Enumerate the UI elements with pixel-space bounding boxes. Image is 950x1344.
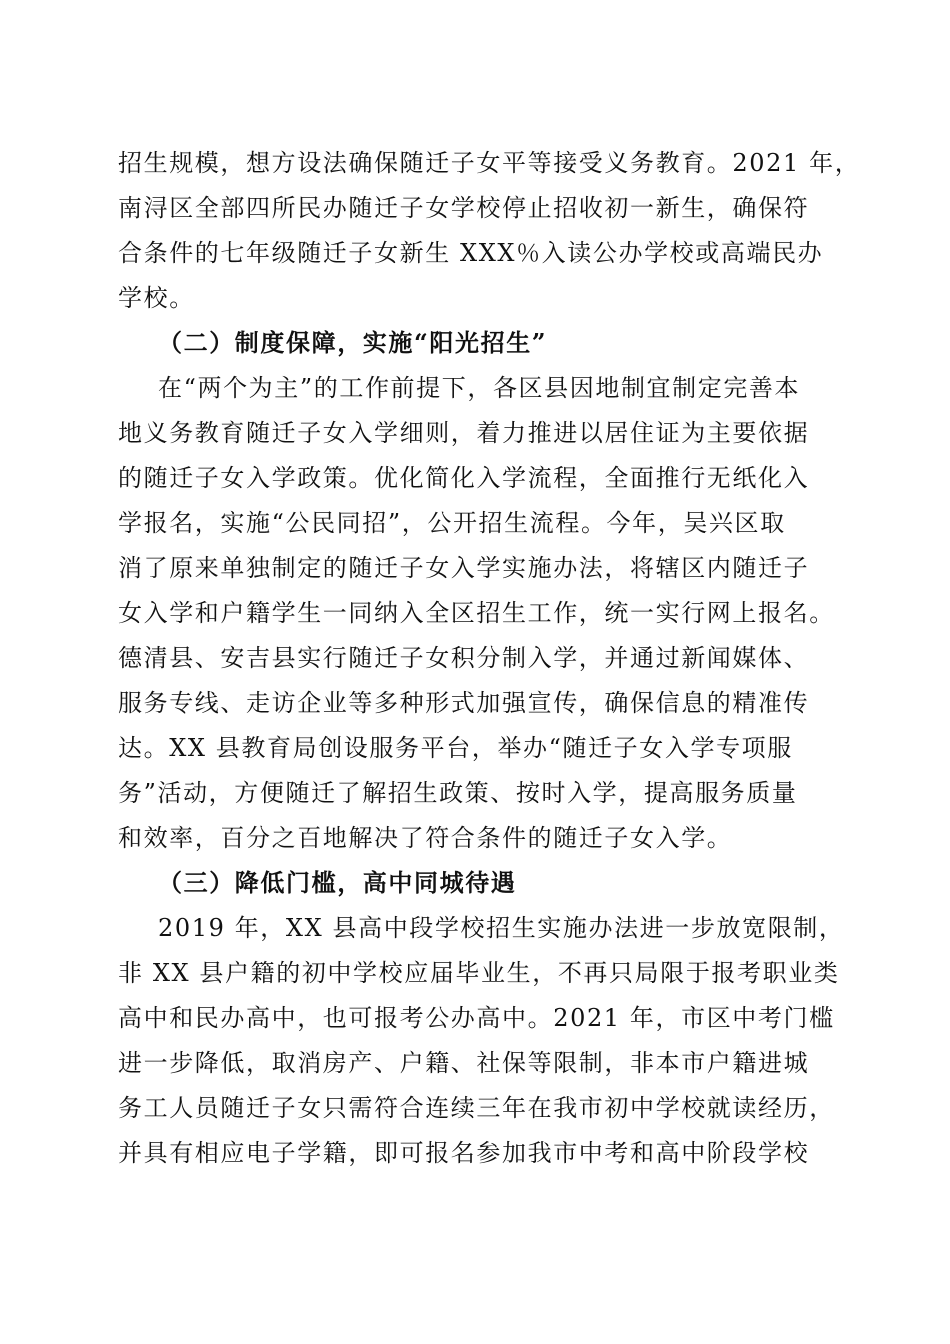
body-text-line: 在“两个为主”的工作前提下，各区县因地制宜制定完善本 [158,374,801,402]
body-text-line: 务工人员随迁子女只需符合连续三年在我市初中学校就读经历， [118,1094,835,1122]
body-text-line: 2019 年，XX 县高中段学校招生实施办法进一步放宽限制， [158,914,845,942]
body-text-line: 的随迁子女入学政策。优化简化入学流程，全面推行无纸化入 [118,464,810,492]
body-text-line: 和效率，百分之百地解决了符合条件的随迁子女入学。 [118,824,733,852]
body-text-line: 务”活动，方便随迁了解招生政策、按时入学，提高服务质量 [118,779,798,807]
body-text-line: 南浔区全部四所民办随迁子女学校停止招收初一新生，确保符 [118,194,810,222]
body-text-line: 非 XX 县户籍的初中学校应届毕业生，不再只局限于报考职业类 [118,959,840,987]
body-text-line: 德清县、安吉县实行随迁子女积分制入学，并通过新闻媒体、 [118,644,810,672]
body-text-line: 学校。 [118,284,195,312]
body-text-line: 达。XX 县教育局创设服务平台，举办“随迁子女入学专项服 [118,734,793,762]
body-text-line: 女入学和户籍学生一同纳入全区招生工作，统一实行网上报名。 [118,599,835,627]
body-text-line: 地义务教育随迁子女入学细则，着力推进以居住证为主要依据 [118,419,810,447]
section-heading-2: （二）制度保障，实施“阳光招生” [158,328,548,357]
body-text-line: 招生规模，想方设法确保随迁子女平等接受义务教育。2021 年， [118,149,861,177]
body-text-line: 进一步降低，取消房产、户籍、社保等限制，非本市户籍进城 [118,1049,810,1077]
body-text-line: 高中和民办高中，也可报考公办高中。2021 年，市区中考门槛 [118,1004,835,1032]
body-text-line: 学报名，实施“公民同招”，公开招生流程。今年，吴兴区取 [118,509,786,537]
body-text-line: 合条件的七年级随迁子女新生 XXX％入读公办学校或高端民办 [118,239,824,267]
body-text-line: 消了原来单独制定的随迁子女入学实施办法，将辖区内随迁子 [118,554,810,582]
body-text-line: 并具有相应电子学籍，即可报名参加我市中考和高中阶段学校 [118,1139,810,1167]
body-text-line: 服务专线、走访企业等多种形式加强宣传，确保信息的精准传 [118,689,810,717]
section-heading-3: （三）降低门槛，高中同城待遇 [158,868,517,897]
